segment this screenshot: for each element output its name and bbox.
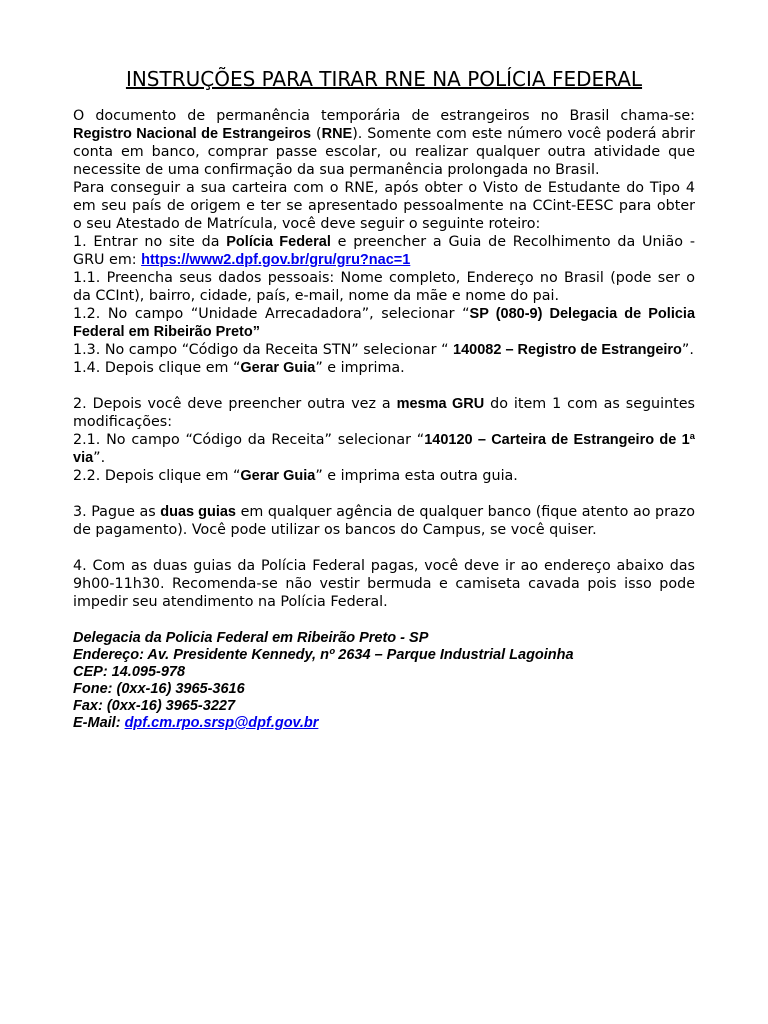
contact-block	[73, 630, 695, 732]
step-1-bold-1: Polícia Federal	[226, 234, 331, 250]
step-1-2	[73, 305, 695, 341]
step-2-2-bold-1: Gerar Guia	[240, 468, 316, 484]
step-2-bold-1: mesma GRU	[396, 396, 485, 412]
step-1-text-1: 1. Entrar no site da	[73, 234, 227, 250]
step-1-3-bold-1: 140082 – Registro de Estrangeiro	[453, 342, 682, 358]
intro-bold-1: Registro Nacional de Estrangeiros	[73, 126, 312, 142]
step-4: 4. Com as duas guias da Polícia Federal pagas, você deve ir ao endereço abaixo das 9h00-11h30. Recomenda-se não vestir bermuda e camiseta cavada pois isso pode impedir seu atendimento na Polícia Federal.	[73, 558, 695, 610]
step-2-text-1: 2. Depois você deve preencher outra vez a	[73, 396, 397, 412]
contact-email-label: E-Mail:	[73, 715, 125, 731]
spacer	[73, 485, 695, 503]
intro-text-2: (	[311, 126, 322, 142]
step-2-2-text-2: ” e imprima esta outra guia.	[315, 468, 518, 484]
step-1-4	[73, 359, 695, 377]
step-2-2	[73, 467, 695, 485]
step-1-4-text-1: 1.4. Depois clique em “	[73, 360, 241, 376]
step-3-text-2: em qualquer agência de qualquer banco (fique atento ao prazo de pagamento). Você pode utilizar os bancos do Campus, se você quiser.	[73, 504, 695, 538]
step-1-text-2: e preencher a Guia de Recolhimento da União - GRU em:	[73, 234, 695, 268]
step-3	[73, 503, 695, 539]
step-1-4-text-2: ” e imprima.	[315, 360, 405, 376]
step-1-3-text-2: ”.	[681, 342, 694, 358]
intro-text-1: O documento de permanência temporária de estrangeiros no Brasil chama-se:	[73, 108, 695, 124]
intro-text-3: ). Somente com este número você poderá abrir conta em banco, comprar passe escolar, ou realizar qualquer outra atividade que necessite de uma confirmação da sua permanência prolongada no Brasil.	[73, 126, 695, 178]
step-2-2-text-1: 2.2. Depois clique em “	[73, 468, 241, 484]
contact-fax: Fax: (0xx-16) 3965-3227	[73, 698, 236, 714]
step-2-1	[73, 431, 695, 467]
step-3-text-1: 3. Pague as	[73, 504, 161, 520]
step-1-2-bold-1: SP (080-9) Delegacia de Policia Federal em Ribeirão Preto”	[73, 306, 696, 340]
step-2-1-bold-1: 140120 – Carteira de Estrangeiro de 1ª via	[73, 432, 695, 466]
document-body	[73, 107, 695, 611]
step-2-text-2: do item 1 com as seguintes modificações:	[73, 396, 696, 430]
intro-paragraph	[73, 107, 695, 179]
step-3-bold-1: duas guias	[160, 504, 236, 520]
contact-email-line	[73, 715, 695, 732]
step-1-2-text-1: 1.2. No campo “Unidade Arrecadadora”, selecionar “	[73, 306, 470, 322]
contact-cep: CEP: 14.095-978	[73, 664, 186, 680]
step-1-4-bold-1: Gerar Guia	[240, 360, 316, 376]
page-title: INSTRUÇÕES PARA TIRAR RNE NA POLÍCIA FEDERAL	[125, 67, 643, 91]
step-1	[73, 233, 695, 269]
gru-link[interactable]: https://www2.dpf.gov.br/gru/gru?nac=1	[141, 252, 411, 268]
step-2-1-text-2: ”.	[93, 450, 106, 466]
step-1-3-text-1: 1.3. No campo “Código da Receita STN” selecionar “	[73, 342, 454, 358]
step-1-1: 1.1. Preencha seus dados pessoais: Nome completo, Endereço no Brasil (pode ser o da CCInt), bairro, cidade, país, e-mail, nome da mãe e nome do pai.	[73, 270, 695, 304]
step-1-3	[73, 341, 695, 359]
contact-office: Delegacia da Policia Federal em Ribeirão Preto - SP	[73, 630, 429, 646]
intro-bold-2: RNE	[321, 126, 353, 142]
spacer	[73, 377, 695, 395]
step-2-1-text-1: 2.1. No campo “Código da Receita” selecionar “	[73, 432, 425, 448]
contact-address: Endereço: Av. Presidente Kennedy, nº 2634 – Parque Industrial Lagoinha	[73, 647, 574, 663]
spacer	[73, 539, 695, 557]
contact-phone: Fone: (0xx-16) 3965-3616	[73, 681, 245, 697]
instructions-paragraph: Para conseguir a sua carteira com o RNE, após obter o Visto de Estudante do Tipo 4 em seu país de origem e ter se apresentado pessoalmente na CCint-EESC para obter o seu Atestado de Matrícula, você deve seguir o seguinte roteiro:	[73, 180, 695, 232]
contact-email-link[interactable]: dpf.cm.rpo.srsp@dpf.gov.br	[124, 715, 319, 731]
step-2	[73, 395, 695, 431]
